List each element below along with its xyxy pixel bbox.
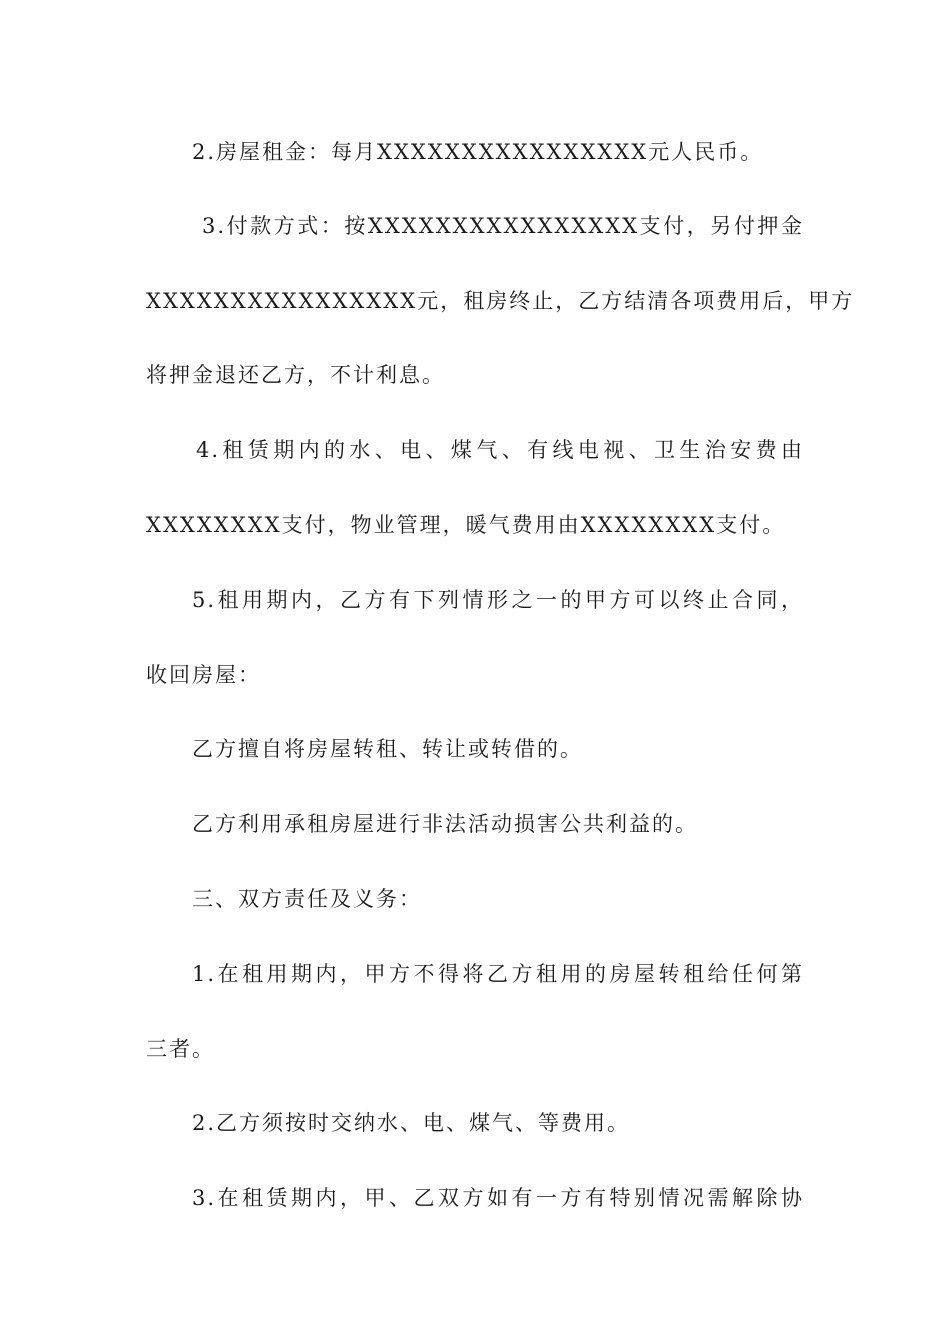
paragraph-utilities-line-1: 4.租赁期内的水、电、煤气、有线电视、卫生治安费由 xyxy=(196,438,804,462)
paragraph-early-termination: 3.在租赁期内，甲、乙双方如有一方有特别情况需解除协 xyxy=(192,1186,804,1210)
document-page xyxy=(146,0,855,1344)
paragraph-termination-line-2: 收回房屋： xyxy=(146,663,261,687)
paragraph-illegal-use: 乙方利用承租房屋进行非法活动损害公共利益的。 xyxy=(192,812,698,836)
paragraph-rent: 2.房屋租金：每月XXXXXXXXXXXXXXXX元人民币。 xyxy=(192,140,764,164)
paragraph-no-sublease-line-2: 三者。 xyxy=(146,1037,215,1061)
paragraph-payment-line-3: 将押金退还乙方，不计利息。 xyxy=(146,363,445,387)
section-heading-responsibilities: 三、双方责任及义务： xyxy=(192,887,422,911)
paragraph-payment-line-1: 3.付款方式：按XXXXXXXXXXXXXXXX支付，另付押金 xyxy=(202,214,804,238)
paragraph-sublet: 乙方擅自将房屋转租、转让或转借的。 xyxy=(192,737,583,761)
paragraph-payment-line-2: XXXXXXXXXXXXXXXX元，租房终止，乙方结清各项费用后，甲方 xyxy=(146,289,855,313)
paragraph-no-sublease-line-1: 1.在租用期内，甲方不得将乙方租用的房屋转租给任何第 xyxy=(192,962,804,986)
paragraph-pay-fees: 2.乙方须按时交纳水、电、煤气、等费用。 xyxy=(192,1111,631,1135)
paragraph-utilities-line-2: XXXXXXXX支付，物业管理，暖气费用由XXXXXXXX支付。 xyxy=(146,513,786,537)
paragraph-termination-line-1: 5.租用期内，乙方有下列情形之一的甲方可以终止合同， xyxy=(192,588,804,612)
